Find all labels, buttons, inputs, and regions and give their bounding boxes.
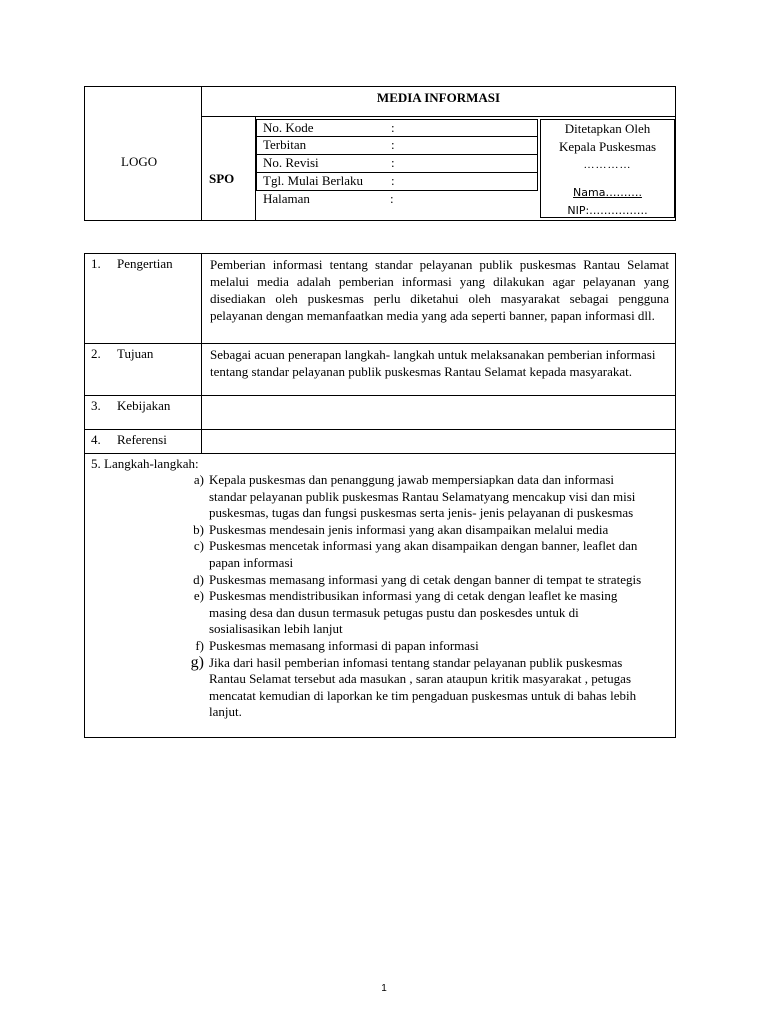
field-halaman xyxy=(256,191,538,209)
section-number: 1. xyxy=(91,256,101,271)
field-colon: : xyxy=(391,137,395,152)
step-label: d) xyxy=(193,571,204,587)
step-e xyxy=(91,588,669,638)
section-text xyxy=(202,396,675,429)
approval-nip: NIP:……………. xyxy=(567,204,648,217)
step-g xyxy=(91,655,669,721)
section-number: 2. xyxy=(91,346,101,361)
logo-cell xyxy=(85,87,202,220)
spo-cell xyxy=(202,117,256,220)
step-label: c) xyxy=(193,538,204,554)
field-label: Halaman xyxy=(263,191,310,206)
section-tujuan xyxy=(85,344,675,396)
page-number: 1 xyxy=(381,983,387,994)
step-label: b) xyxy=(193,521,204,537)
step-text: Puskesmas mencetak informasi yang akan disampaikan dengan banner, leaflet dan papan informasi xyxy=(209,538,638,570)
section-text: Pemberian informasi tentang standar pelayanan publik puskesmas Rantau Selamat melalui media adalah pemberian informasi yang dilakukan agar pelayanan yang disediakan oleh puskesmas perlu diketahui oleh masyarakat sebagai pengguna pelayanan dengan memanfaatkan media yang ada seperti banner, papan informasi dll. xyxy=(210,257,669,323)
field-no-kode xyxy=(256,119,538,137)
step-b xyxy=(91,522,669,539)
step-text: Kepala puskesmas dan penanggung jawab mempersiapkan data dan informasi standar pelayanan publik puskesmas Rantau Selamatyang mencakup visi dan misi puskesmas, tugas dan fungsi puskesmas serta jenis- jenis pelayanan di puskesmas xyxy=(209,472,636,521)
section-text: Sebagai acuan penerapan langkah- langkah untuk melaksanakan pemberian informasi tentang standar pelayanan publik puskesmas Rantau Selamat kepada masyarakat. xyxy=(210,347,656,379)
spo-label: SPO xyxy=(209,171,235,186)
section-referensi xyxy=(85,430,675,454)
step-text: Puskesmas mendistribusikan informasi yang di cetak dengan leaflet ke masing masing desa dan dusun termasuk petugas pustu dan poskesdes untuk di sosialisasikan lebih lanjut xyxy=(209,588,618,637)
document-fields xyxy=(256,119,538,209)
section-title: Tujuan xyxy=(117,346,154,361)
header-table xyxy=(84,86,676,221)
field-label: Tgl. Mulai Berlaku xyxy=(263,173,364,188)
section-label xyxy=(85,396,202,429)
section-title: Kebijakan xyxy=(117,398,171,413)
field-label: No. Kode xyxy=(263,120,314,135)
section-label xyxy=(85,254,202,343)
section-number: 3. xyxy=(91,398,101,413)
field-colon: : xyxy=(391,155,395,170)
logo-placeholder: LOGO xyxy=(121,154,158,169)
steps-block xyxy=(85,454,675,737)
document-title: MEDIA INFORMASI xyxy=(202,87,675,117)
field-label: No. Revisi xyxy=(263,155,319,170)
step-label: e) xyxy=(193,588,204,604)
content-table xyxy=(84,253,676,738)
step-text: Puskesmas mendesain jenis informasi yang akan disampaikan melalui media xyxy=(209,521,609,537)
field-tgl-mulai-berlaku xyxy=(256,173,538,191)
section-langkah xyxy=(85,454,675,737)
steps-title: 5. Langkah-langkah: xyxy=(91,456,199,471)
section-number: 4. xyxy=(91,432,101,447)
approval-cell xyxy=(540,119,675,218)
field-colon: : xyxy=(391,173,395,188)
section-kebijakan xyxy=(85,396,675,430)
section-title: Pengertian xyxy=(117,256,173,271)
approval-dots: ………… xyxy=(583,159,632,171)
section-text xyxy=(202,430,675,453)
section-pengertian xyxy=(85,254,675,344)
step-label: g) xyxy=(190,653,204,671)
field-no-revisi xyxy=(256,155,538,173)
step-c xyxy=(91,538,669,571)
section-title: Referensi xyxy=(117,432,167,447)
approval-line-2: Kepala Puskesmas xyxy=(558,139,657,154)
step-a xyxy=(91,472,669,522)
approval-nama: Nama………. xyxy=(573,186,642,199)
approval-line-1: Ditetapkan Oleh xyxy=(564,121,651,136)
step-label: f) xyxy=(195,637,204,653)
step-text: Puskesmas memasang informasi yang di cetak dengan banner di tempat te strategis xyxy=(209,571,642,587)
field-label: Terbitan xyxy=(263,137,307,152)
step-d xyxy=(91,572,669,589)
section-label xyxy=(85,430,202,453)
field-colon: : xyxy=(390,191,394,206)
section-label xyxy=(85,344,202,395)
step-text: Jika dari hasil pemberian infomasi tentang standar pelayanan publik puskesmas Rantau Selamat tersebut ada masukan , saran ataupun kritik masyarakat , petugas mencatat kemudian di laporkan ke tim pengaduan puskesmas untuk di bahas lebih lanjut. xyxy=(209,654,637,720)
field-terbitan xyxy=(256,137,538,155)
field-colon: : xyxy=(391,120,395,135)
step-text: Puskesmas memasang informasi di papan informasi xyxy=(209,637,479,653)
step-f xyxy=(91,638,669,655)
step-label: a) xyxy=(193,472,204,487)
